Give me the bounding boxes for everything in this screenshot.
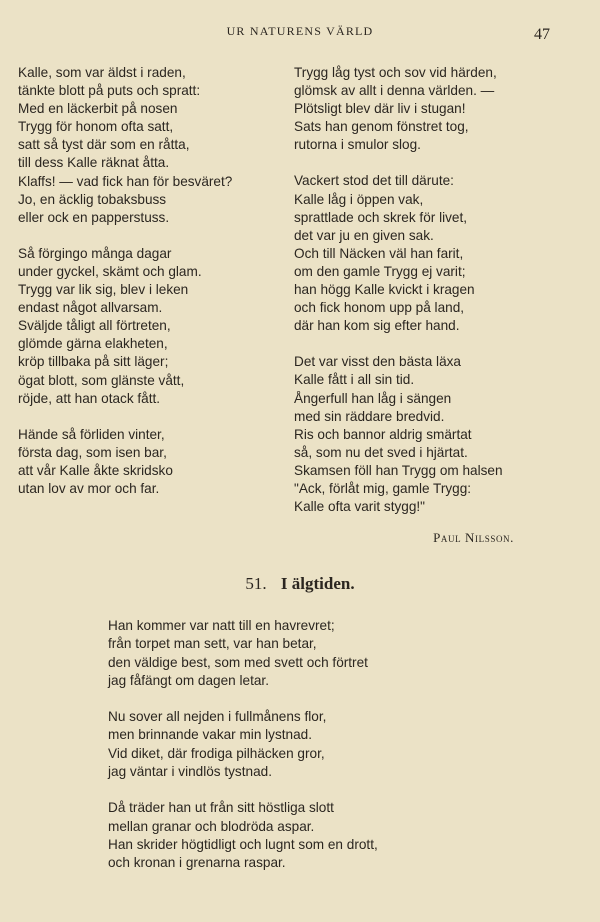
verse-line: Trygg för honom ofta satt,	[18, 119, 174, 135]
left-stanza-1	[18, 64, 232, 227]
verse-line: han högg Kalle kvickt i kragen	[294, 282, 475, 298]
verse-line: Vackert stod det till därute:	[294, 173, 454, 189]
verse-line: Han skrider högtidligt och lugnt som en drott,	[108, 836, 378, 852]
left-column	[18, 64, 232, 516]
verse-line: utan lov av mor och far.	[18, 480, 160, 496]
left-stanza-3	[18, 426, 232, 498]
verse-line: med sin räddare bredvid.	[294, 408, 445, 424]
verse-line: Hände så förliden vinter,	[18, 426, 165, 442]
right-stanza-3	[294, 353, 503, 516]
left-stanza-2	[18, 245, 232, 408]
verse-line: från torpet man sett, var han betar,	[108, 636, 317, 652]
poem-title: I älgtiden.	[280, 574, 355, 593]
verse-line: glömsk av allt i denna världen. —	[294, 83, 495, 99]
poem-stanza-3	[108, 799, 378, 872]
poem-number: 51.	[245, 574, 267, 593]
poem-heading	[0, 574, 600, 594]
verse-line: mellan granar och blodröda aspar.	[108, 818, 315, 834]
page-number: 47	[534, 26, 550, 43]
running-head: UR NATURENS VÄRLD	[226, 24, 374, 38]
verse-line: Och till Näcken väl han farit,	[294, 245, 464, 261]
verse-line: röjde, att han otack fått.	[18, 390, 161, 406]
verse-line: men brinnande vakar min lystnad.	[108, 727, 313, 743]
verse-line: Kalle ofta varit stygg!"	[294, 499, 426, 515]
verse-line: så, som nu det sved i hjärtat.	[294, 444, 468, 460]
verse-line: Kalle, som var äldst i raden,	[18, 65, 186, 80]
verse-line: Sats han genom fönstret tog,	[294, 119, 469, 135]
verse-line: och fick honom upp på land,	[294, 300, 465, 316]
verse-line: under gyckel, skämt och glam.	[18, 263, 202, 279]
verse-line: till dess Kalle räknat åtta.	[18, 155, 170, 171]
verse-line: Klaffs! — vad fick han för besväret?	[18, 173, 233, 189]
poem-stanza-1	[108, 617, 378, 690]
verse-line: Så förgingo många dagar	[18, 245, 172, 261]
verse-line: det var ju en given sak.	[294, 227, 434, 243]
verse-line: att vår Kalle åkte skridsko	[18, 462, 173, 478]
right-column	[294, 64, 503, 534]
verse-line: Vid diket, där frodiga pilhäcken gror,	[108, 745, 325, 761]
verse-line: Ångerfull han låg i sängen	[294, 390, 452, 406]
right-stanza-2	[294, 172, 503, 335]
verse-line: Kalle låg i öppen vak,	[294, 191, 424, 207]
poem-body	[108, 617, 378, 891]
verse-line: där han kom sig efter hand.	[294, 318, 460, 334]
verse-line: jag väntar i vindlös tystnad.	[108, 764, 272, 780]
verse-line: Då träder han ut från sitt höstliga slott	[108, 800, 334, 816]
verse-line: Nu sover all nejden i fullmånens flor,	[108, 709, 327, 725]
verse-line: ögat blott, som glänste vått,	[18, 372, 185, 388]
verse-line: Det var visst den bästa läxa	[294, 354, 461, 370]
verse-line: Han kommer var natt till en havrevret;	[108, 618, 335, 633]
verse-line: Plötsligt blev där liv i stugan!	[294, 101, 466, 117]
verse-line: Trygg låg tyst och sov vid härden,	[294, 65, 497, 80]
verse-line: "Ack, förlåt mig, gamle Trygg:	[294, 480, 472, 496]
verse-line: och kronan i grenarna raspar.	[108, 855, 286, 871]
verse-line: jag fåfängt om dagen letar.	[108, 672, 269, 688]
verse-line: sprattlade och skrek för livet,	[294, 209, 468, 225]
verse-line: tänkte blott på puts och spratt:	[18, 83, 201, 99]
verse-line: första dag, som isen bar,	[18, 444, 167, 460]
verse-line: endast något allvarsam.	[18, 300, 163, 316]
poem-stanza-2	[108, 708, 378, 781]
verse-line: eller ock en papperstuss.	[18, 209, 170, 225]
verse-line: glömde gärna elakheten,	[18, 336, 168, 352]
verse-line: Sväljde tåligt all förtreten,	[18, 318, 171, 334]
verse-line: satt så tyst där som en råtta,	[18, 137, 190, 153]
verse-line: den väldige best, som med svett och förtret	[108, 654, 368, 670]
verse-line: Jo, en äcklig tobaksbuss	[18, 191, 167, 207]
verse-line: Skamsen föll han Trygg om halsen	[294, 462, 503, 478]
verse-line: kröp tillbaka på sitt läger;	[18, 354, 169, 370]
author-signature: Paul Nilsson.	[433, 530, 514, 545]
verse-line: om den gamle Trygg ej varit;	[294, 263, 466, 279]
verse-line: Trygg var lik sig, blev i leken	[18, 282, 189, 298]
verse-line: Kalle fått i all sin tid.	[294, 372, 415, 388]
right-stanza-1	[294, 64, 503, 154]
verse-line: Med en läckerbit på nosen	[18, 101, 178, 117]
verse-line: Ris och bannor aldrig smärtat	[294, 426, 472, 442]
verse-line: rutorna i smulor slog.	[294, 137, 421, 153]
